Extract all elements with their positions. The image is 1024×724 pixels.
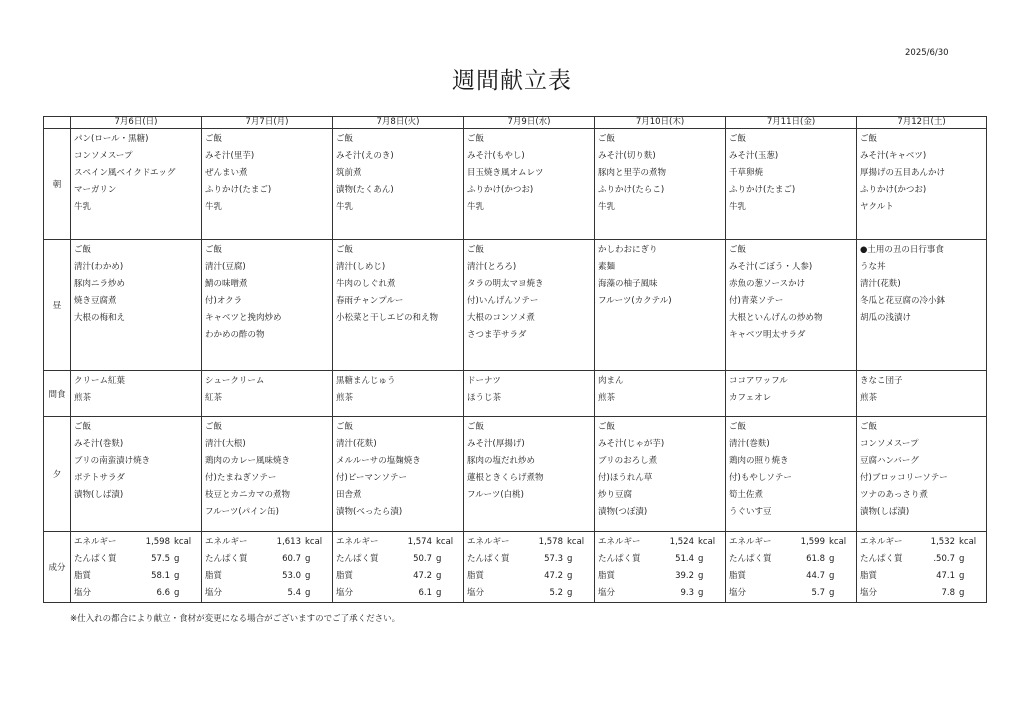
nutrient-label: エネルギー (205, 537, 248, 547)
menu-item: 筍土佐煮 (729, 490, 764, 500)
menu-item: 煎茶 (598, 393, 616, 403)
menu-item: きなこ団子 (860, 376, 903, 386)
nutrient-unit: g (829, 588, 835, 598)
dinner-row (44, 417, 987, 532)
day-header: 7月7日(月) (202, 117, 333, 129)
nutrient-line (467, 551, 591, 568)
menu-item: フルーツ(パイン缶) (205, 507, 279, 517)
nutrient-unit: g (698, 554, 704, 564)
breakfast-cell (71, 129, 202, 240)
nutrient-value: 61.8 (806, 554, 825, 564)
nutrient-unit: kcal (567, 537, 585, 547)
nutrition-cell (595, 532, 726, 603)
meal-label: 朝 (44, 129, 71, 240)
nutrition-cell (726, 532, 857, 603)
menu-item: 清汁(豆腐) (205, 262, 246, 272)
nutrient-unit: kcal (829, 537, 847, 547)
menu-item: キャベツと挽肉炒め (205, 313, 282, 323)
snack-cell (71, 371, 202, 417)
menu-item: ご飯 (336, 422, 354, 432)
menu-item: ご飯 (336, 134, 354, 144)
nutrient-label: エネルギー (598, 537, 641, 547)
menu-item: みそ汁(キャベツ) (860, 151, 927, 161)
menu-item: ココアワッフル (729, 376, 788, 386)
menu-item: ブリの南蛮漬け焼き (74, 456, 151, 466)
menu-item: 焼き豆腐煮 (74, 296, 117, 306)
day-header: 7月9日(水) (464, 117, 595, 129)
snack-row (44, 371, 987, 417)
menu-item: ご飯 (598, 134, 616, 144)
snack-cell (464, 371, 595, 417)
menu-item: 冬瓜と花豆腐の冷小鉢 (860, 296, 946, 306)
menu-item: 田舎煮 (336, 490, 362, 500)
nutrient-unit: g (436, 571, 442, 581)
menu-item: 黒糖まんじゅう (336, 376, 396, 386)
nutrient-value: 1,578 (538, 537, 563, 547)
nutrition-row (44, 532, 987, 603)
menu-item: キャベツ明太サラダ (729, 330, 806, 340)
nutrient-value: 1,598 (145, 537, 170, 547)
nutrient-line (598, 585, 722, 602)
nutrient-line (205, 585, 329, 602)
nutrient-label: 塩分 (729, 588, 747, 598)
nutrient-line (336, 568, 460, 585)
menu-item: 鯖の味噌煮 (205, 279, 248, 289)
nutrient-label: たんぱく質 (729, 554, 772, 564)
menu-item: 大根のコンソメ煮 (467, 313, 535, 323)
nutrient-unit: kcal (959, 537, 977, 547)
nutrient-line (860, 568, 983, 585)
nutrient-line (729, 568, 853, 585)
lunch-cell (726, 240, 857, 371)
menu-item: ご飯 (336, 245, 354, 255)
nutrition-cell (857, 532, 987, 603)
menu-item: ほうじ茶 (467, 393, 502, 403)
snack-cell (202, 371, 333, 417)
nutrient-value: 50.7 (413, 554, 432, 564)
nutrient-line (467, 585, 591, 602)
nutrient-unit: g (829, 571, 835, 581)
nutrient-label: 脂質 (729, 571, 747, 581)
menu-item: ご飯 (729, 134, 747, 144)
lunch-cell (333, 240, 464, 371)
menu-item: 千草卵焼 (729, 168, 764, 178)
nutrient-value: 39.2 (675, 571, 694, 581)
menu-item: ぜんまい煮 (205, 168, 248, 178)
nutrient-unit: g (305, 571, 311, 581)
menu-item: 付)ほうれん草 (598, 473, 653, 483)
menu-item: 付)いんげんソテー (467, 296, 539, 306)
menu-item: ふりかけ(たまご) (205, 185, 272, 195)
menu-item: 牛乳 (336, 202, 354, 212)
snack-cell (857, 371, 987, 417)
dinner-cell (857, 417, 987, 532)
meal-label: 成分 (44, 532, 71, 603)
nutrient-line (598, 534, 722, 551)
nutrient-unit: g (959, 554, 965, 564)
page-title: 週間献立表 (452, 68, 572, 94)
nutrient-line (205, 568, 329, 585)
menu-item: みそ汁(厚揚げ) (467, 439, 525, 449)
nutrient-value: 6.1 (418, 588, 432, 598)
nutrient-line (336, 585, 460, 602)
menu-item: 清汁(花麩) (336, 439, 377, 449)
menu-item: ご飯 (467, 422, 485, 432)
menu-item: マーガリン (74, 185, 117, 195)
menu-item: 漬物(たくあん) (336, 185, 394, 195)
menu-item: パン(ロール・黒糖) (74, 134, 149, 144)
nutrient-unit: kcal (174, 537, 192, 547)
nutrient-label: たんぱく質 (598, 554, 641, 564)
nutrient-unit: kcal (698, 537, 716, 547)
menu-item: 清汁(しめじ) (336, 262, 386, 272)
nutrient-value: 47.2 (413, 571, 432, 581)
nutrient-value: 58.1 (151, 571, 170, 581)
meal-label: 昼 (44, 240, 71, 371)
nutrient-line (205, 534, 329, 551)
menu-item: 大根といんげんの炒め物 (729, 313, 823, 323)
nutrient-label: 脂質 (74, 571, 92, 581)
nutrient-unit: g (959, 571, 965, 581)
menu-item: 胡瓜の浅漬け (860, 313, 912, 323)
nutrient-value: 57.3 (544, 554, 563, 564)
nutrient-label: エネルギー (467, 537, 510, 547)
menu-item: ご飯 (860, 422, 878, 432)
menu-item: 蓮根ときくらげ煮物 (467, 473, 544, 483)
issue-date: 2025/6/30 (905, 48, 949, 58)
menu-item: ドーナツ (467, 376, 501, 386)
menu-item: クリーム紅葉 (74, 376, 126, 386)
menu-item: 付)青菜ソテー (729, 296, 784, 306)
menu-item: みそ汁(里芋) (205, 151, 255, 161)
nutrient-line (74, 534, 198, 551)
nutrient-line (74, 585, 198, 602)
nutrient-unit: kcal (305, 537, 323, 547)
nutrient-label: 脂質 (598, 571, 616, 581)
snack-cell (726, 371, 857, 417)
menu-item: ご飯 (860, 134, 878, 144)
meal-label: 夕 (44, 417, 71, 532)
dinner-cell (726, 417, 857, 532)
nutrient-value: 1,599 (800, 537, 825, 547)
nutrient-line (467, 534, 591, 551)
lunch-cell (464, 240, 595, 371)
menu-item: ふりかけ(たらこ) (598, 185, 665, 195)
menu-item: ご飯 (205, 134, 223, 144)
menu-item: スペイン風ベイクドエッグ (74, 168, 176, 178)
breakfast-cell (857, 129, 987, 240)
menu-item: フルーツ(カクテル) (598, 296, 672, 306)
menu-item: メルルーサの塩麹焼き (336, 456, 421, 466)
menu-item: 付)ピーマンソテー (336, 473, 407, 483)
menu-item: みそ汁(えのき) (336, 151, 394, 161)
nutrient-value: 5.4 (287, 588, 301, 598)
nutrient-line (467, 568, 591, 585)
nutrient-label: 塩分 (467, 588, 485, 598)
menu-item: 牛乳 (205, 202, 223, 212)
nutrient-value: 47.2 (544, 571, 563, 581)
menu-item: 赤魚の葱ソースかけ (729, 279, 806, 289)
nutrient-label: 塩分 (336, 588, 354, 598)
day-header-row (44, 117, 987, 129)
nutrient-unit: g (698, 588, 704, 598)
menu-item: 枝豆とカニカマの煮物 (205, 490, 291, 500)
nutrient-label: 脂質 (205, 571, 223, 581)
day-header: 7月10日(木) (595, 117, 726, 129)
breakfast-cell (595, 129, 726, 240)
nutrient-line (336, 551, 460, 568)
menu-item: 清汁(わかめ) (74, 262, 124, 272)
nutrient-line (860, 534, 983, 551)
menu-item: 豚肉の塩だれ炒め (467, 456, 536, 466)
dinner-cell (71, 417, 202, 532)
nutrient-unit: g (567, 571, 573, 581)
corner-cell (44, 117, 71, 129)
nutrient-unit: g (698, 571, 704, 581)
nutrient-unit: g (436, 588, 442, 598)
breakfast-cell (464, 129, 595, 240)
menu-item: 付)もやしソテー (729, 473, 792, 483)
weekly-menu-table (43, 116, 987, 603)
menu-item: 牛乳 (467, 202, 485, 212)
menu-item: 清汁(大根) (205, 439, 246, 449)
dinner-cell (202, 417, 333, 532)
nutrient-label: エネルギー (74, 537, 117, 547)
meal-label: 間食 (44, 371, 71, 417)
menu-item: カフェオレ (729, 393, 772, 403)
menu-item: 牛乳 (74, 202, 92, 212)
menu-item: 厚揚げの五目あんかけ (860, 168, 946, 178)
nutrient-label: 脂質 (467, 571, 485, 581)
menu-item: シュークリーム (205, 376, 265, 386)
menu-item: ご飯 (467, 134, 485, 144)
breakfast-cell (333, 129, 464, 240)
nutrient-value: 57.5 (151, 554, 170, 564)
nutrient-value: 47.1 (936, 571, 955, 581)
menu-item: フルーツ(白桃) (467, 490, 524, 500)
lunch-cell (71, 240, 202, 371)
menu-item: うぐいす豆 (729, 507, 772, 517)
lunch-cell (202, 240, 333, 371)
menu-item: 牛乳 (729, 202, 747, 212)
nutrient-unit: g (567, 554, 573, 564)
breakfast-cell (202, 129, 333, 240)
menu-item: ふりかけ(かつお) (467, 185, 534, 195)
menu-item: 春雨チャンプルー (336, 296, 404, 306)
menu-item: 牛肉のしぐれ煮 (336, 279, 396, 289)
nutrient-value: 1,524 (669, 537, 694, 547)
dinner-cell (595, 417, 726, 532)
nutrient-line (598, 551, 722, 568)
lunch-row (44, 240, 987, 371)
menu-item: ポテトサラダ (74, 473, 125, 483)
menu-item: みそ汁(ごぼう・人参) (729, 262, 813, 272)
menu-item: 海藻の柚子風味 (598, 279, 658, 289)
nutrient-unit: kcal (436, 537, 454, 547)
menu-item: 豚肉ニラ炒め (74, 279, 126, 289)
nutrient-value: 1,532 (930, 537, 955, 547)
nutrient-label: 塩分 (860, 588, 878, 598)
menu-item: 紅茶 (205, 393, 223, 403)
nutrient-label: たんぱく質 (74, 554, 117, 564)
menu-item: 煎茶 (74, 393, 92, 403)
snack-cell (333, 371, 464, 417)
nutrient-unit: g (174, 554, 180, 564)
breakfast-row (44, 129, 987, 240)
nutrient-label: 脂質 (336, 571, 354, 581)
nutrient-label: 脂質 (860, 571, 878, 581)
breakfast-cell (726, 129, 857, 240)
menu-item: ふりかけ(かつお) (860, 185, 927, 195)
nutrient-unit: g (305, 588, 311, 598)
nutrient-label: たんぱく質 (860, 554, 903, 564)
day-header: 7月12日(土) (857, 117, 987, 129)
nutrient-value: 5.7 (811, 588, 825, 598)
menu-item: 牛乳 (598, 202, 616, 212)
nutrient-line (598, 568, 722, 585)
menu-item: 漬物(しば漬) (860, 507, 910, 517)
menu-item: 付)たまねぎソテー (205, 473, 277, 483)
nutrient-line (729, 534, 853, 551)
menu-item: 付)ブロッコリーソテー (860, 473, 948, 483)
menu-item: 清汁(とろろ) (467, 262, 517, 272)
menu-item: ご飯 (205, 245, 223, 255)
menu-item: うな丼 (860, 262, 886, 272)
menu-item: コンソメスープ (860, 439, 919, 449)
nutrient-label: たんぱく質 (467, 554, 510, 564)
day-header: 7月6日(日) (71, 117, 202, 129)
menu-item: 付)オクラ (205, 296, 243, 306)
menu-item: 漬物(しば漬) (74, 490, 124, 500)
menu-item: みそ汁(もやし) (467, 151, 525, 161)
menu-item: さつま芋サラダ (467, 330, 527, 340)
nutrient-label: 塩分 (598, 588, 616, 598)
menu-item: コンソメスープ (74, 151, 133, 161)
nutrient-value: 5.2 (549, 588, 563, 598)
menu-item: みそ汁(玉葱) (729, 151, 779, 161)
dinner-cell (464, 417, 595, 532)
menu-item: 鶏肉のカレー風味焼き (205, 456, 291, 466)
menu-item: 素麺 (598, 262, 616, 272)
menu-item: みそ汁(じゃが芋) (598, 439, 665, 449)
nutrient-unit: g (174, 588, 180, 598)
nutrient-line (729, 585, 853, 602)
nutrient-value: .50.7 (933, 554, 955, 564)
nutrient-label: エネルギー (860, 537, 903, 547)
nutrient-line (729, 551, 853, 568)
nutrient-label: 塩分 (205, 588, 223, 598)
dinner-cell (333, 417, 464, 532)
nutrient-line (74, 551, 198, 568)
menu-item: ツナのあっさり煮 (860, 490, 928, 500)
menu-item: ご飯 (598, 422, 616, 432)
menu-item: 豚肉と里芋の煮物 (598, 168, 667, 178)
nutrient-unit: g (567, 588, 573, 598)
menu-item: ご飯 (74, 422, 92, 432)
nutrient-value: 7.8 (941, 588, 955, 598)
nutrient-value: 1,613 (276, 537, 301, 547)
menu-item: ご飯 (205, 422, 223, 432)
menu-item: ご飯 (729, 245, 747, 255)
menu-item: 煎茶 (860, 393, 878, 403)
nutrition-cell (464, 532, 595, 603)
menu-item: ご飯 (729, 422, 747, 432)
menu-item: 筑前煮 (336, 168, 362, 178)
lunch-cell (857, 240, 987, 371)
nutrient-unit: g (305, 554, 311, 564)
menu-item: みそ汁(切り麩) (598, 151, 656, 161)
nutrient-line (860, 585, 983, 602)
nutrient-label: たんぱく質 (205, 554, 248, 564)
menu-item: 清汁(花麩) (860, 279, 901, 289)
nutrient-unit: g (829, 554, 835, 564)
nutrient-label: たんぱく質 (336, 554, 379, 564)
menu-item: ふりかけ(たまご) (729, 185, 796, 195)
footer-note: ※仕入れの都合により献立・食材が変更になる場合がございますのでご了承ください。 (70, 614, 401, 624)
menu-item: 清汁(巻麩) (729, 439, 770, 449)
nutrient-value: 53.0 (282, 571, 301, 581)
nutrient-unit: g (436, 554, 442, 564)
nutrient-label: エネルギー (336, 537, 379, 547)
menu-item: 小松菜と干しエビの和え物 (336, 313, 439, 323)
nutrient-value: 9.3 (680, 588, 694, 598)
nutrition-cell (202, 532, 333, 603)
nutrition-cell (333, 532, 464, 603)
menu-item: みそ汁(巻麩) (74, 439, 124, 449)
nutrient-line (860, 551, 983, 568)
nutrient-unit: g (959, 588, 965, 598)
menu-item: ヤクルト (860, 202, 894, 212)
nutrition-cell (71, 532, 202, 603)
nutrient-line (74, 568, 198, 585)
menu-item: かしわおにぎり (598, 245, 658, 255)
menu-item: ●土用の丑の日行事食 (860, 245, 944, 255)
menu-item: 漬物(べったら漬) (336, 507, 403, 517)
nutrient-value: 51.4 (675, 554, 694, 564)
nutrient-unit: g (174, 571, 180, 581)
snack-cell (595, 371, 726, 417)
nutrient-line (205, 551, 329, 568)
day-header: 7月11日(金) (726, 117, 857, 129)
menu-item: 目玉焼き風オムレツ (467, 168, 544, 178)
lunch-cell (595, 240, 726, 371)
menu-item: ご飯 (467, 245, 485, 255)
menu-item: 肉まん (598, 376, 624, 386)
nutrient-label: 塩分 (74, 588, 92, 598)
menu-item: タラの明太マヨ焼き (467, 279, 544, 289)
menu-item: 炒り豆腐 (598, 490, 633, 500)
nutrient-value: 1,574 (407, 537, 432, 547)
menu-item: ブリのおろし煮 (598, 456, 658, 466)
nutrient-value: 44.7 (806, 571, 825, 581)
nutrient-value: 6.6 (156, 588, 170, 598)
nutrient-value: 60.7 (282, 554, 301, 564)
menu-item: ご飯 (74, 245, 92, 255)
nutrient-line (336, 534, 460, 551)
menu-item: 煎茶 (336, 393, 354, 403)
menu-item: 大根の梅和え (74, 313, 126, 323)
nutrient-label: エネルギー (729, 537, 772, 547)
menu-item: わかめの酢の物 (205, 330, 265, 340)
menu-item: 豆腐ハンバーグ (860, 456, 919, 466)
day-header: 7月8日(火) (333, 117, 464, 129)
menu-item: 漬物(つぼ漬) (598, 507, 648, 517)
menu-item: 鶏肉の照り焼き (729, 456, 789, 466)
